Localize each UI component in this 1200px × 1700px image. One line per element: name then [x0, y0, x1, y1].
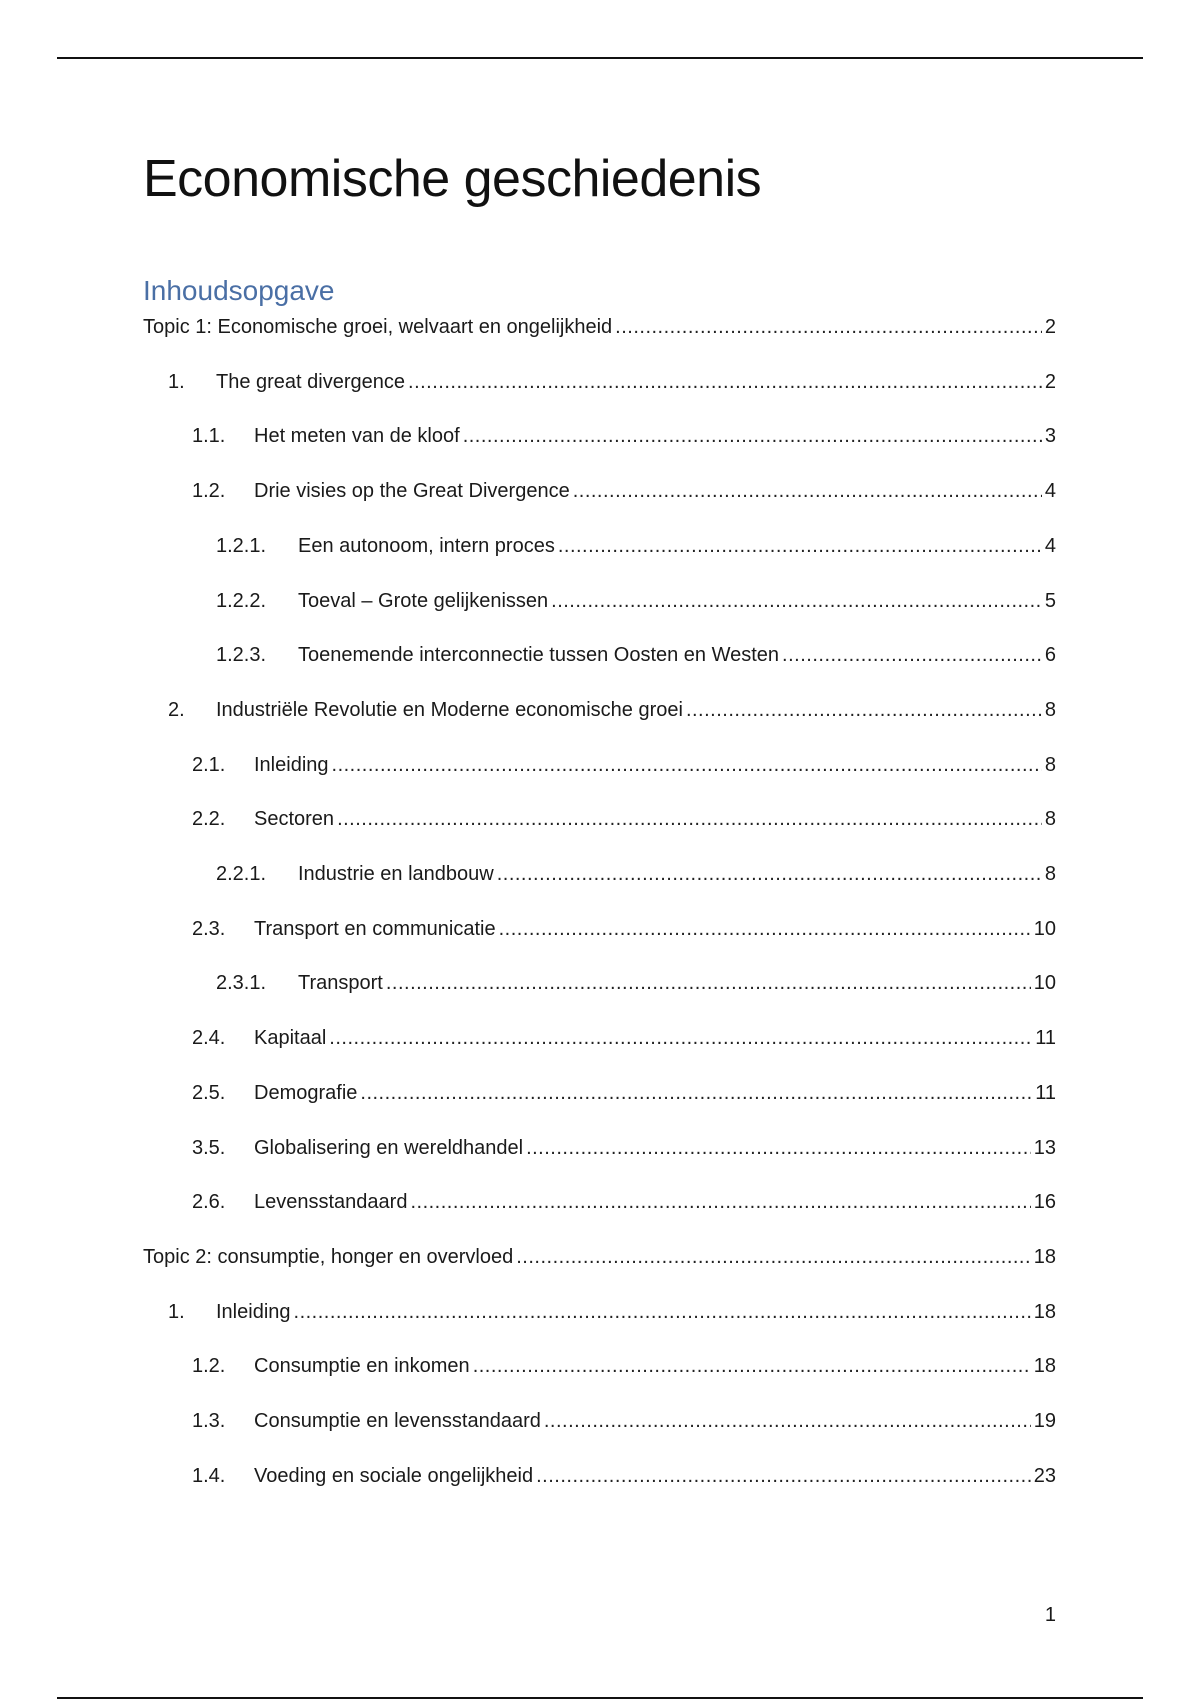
toc-entry-row — [216, 367, 1056, 397]
toc-entry-page: 16 — [1033, 1191, 1056, 1213]
toc-entry-title: Transport — [298, 972, 383, 994]
toc-heading: Inhoudsopgave — [143, 275, 335, 306]
toc-entry[interactable] — [0, 312, 1200, 342]
toc-entry[interactable] — [0, 367, 1200, 397]
toc-entry-title: Industriële Revolutie en Moderne economische groei — [216, 699, 683, 721]
toc-entry-row — [254, 421, 1056, 451]
toc-entry-number: 2. — [168, 699, 185, 721]
toc-entry[interactable] — [0, 421, 1200, 451]
document-title: Economische geschiedenis — [143, 150, 762, 208]
toc-entry-page: 2 — [1044, 316, 1056, 338]
toc-entry-page: 8 — [1044, 699, 1056, 721]
toc-entry-title: Topic 2: consumptie, honger en overvloed — [143, 1246, 514, 1268]
toc-entry-row — [298, 640, 1056, 670]
toc-entry-row — [254, 1023, 1056, 1053]
dot-leader — [408, 367, 1042, 397]
toc-entry-number: 1. — [168, 371, 185, 393]
toc-entry-number: 2.5. — [192, 1082, 226, 1104]
toc-entry[interactable] — [0, 968, 1200, 998]
toc-entry-number: 1.4. — [192, 1465, 226, 1487]
toc-entry[interactable] — [0, 1461, 1200, 1491]
toc-entry-title: Toeval – Grote gelijkenissen — [298, 590, 549, 612]
toc-entry-page: 11 — [1035, 1027, 1056, 1049]
toc-entry-row — [254, 804, 1056, 834]
toc-entry-row — [216, 1297, 1056, 1327]
toc-entry-row — [298, 531, 1056, 561]
toc-entry[interactable] — [0, 1133, 1200, 1163]
dot-leader — [332, 750, 1042, 780]
toc-entry[interactable] — [0, 914, 1200, 944]
dot-leader — [551, 586, 1042, 616]
toc-entry-number: 1.2.2. — [216, 590, 267, 612]
toc-entry-title: Inleiding — [254, 754, 329, 776]
toc-entry-title: Levensstandaard — [254, 1191, 408, 1213]
toc-entry-row — [298, 586, 1056, 616]
toc-entry-row — [254, 1078, 1056, 1108]
toc-entry-row — [143, 1242, 1056, 1272]
dot-leader — [473, 1351, 1031, 1381]
toc-entry-title: Een autonoom, intern proces — [298, 535, 555, 557]
toc-entry-number: 2.4. — [192, 1027, 226, 1049]
dot-leader — [526, 1133, 1031, 1163]
toc-entry[interactable] — [0, 1023, 1200, 1053]
toc-entry-page: 18 — [1033, 1355, 1056, 1377]
toc-entry[interactable] — [0, 859, 1200, 889]
toc-entry-title: Consumptie en inkomen — [254, 1355, 470, 1377]
toc-entry-row — [216, 695, 1056, 725]
toc-entry-page: 13 — [1033, 1137, 1056, 1159]
toc-entry-page: 18 — [1033, 1301, 1056, 1323]
toc-entry-page: 6 — [1044, 644, 1056, 666]
toc-entry-row — [254, 1187, 1056, 1217]
toc-entry-title: Drie visies op the Great Divergence — [254, 480, 570, 502]
dot-leader — [410, 1187, 1030, 1217]
dot-leader — [294, 1297, 1031, 1327]
toc-entry-title: Voeding en sociale ongelijkheid — [254, 1465, 534, 1487]
toc-entry-number: 1.2. — [192, 1355, 226, 1377]
toc-entry-row — [254, 914, 1056, 944]
toc-entry[interactable] — [0, 586, 1200, 616]
toc-entry[interactable] — [0, 695, 1200, 725]
toc-entry-row — [254, 476, 1056, 506]
toc-entry-row — [254, 750, 1056, 780]
toc-entry-page: 8 — [1044, 863, 1056, 885]
toc-entry-page: 8 — [1044, 808, 1056, 830]
toc-entry-row — [298, 968, 1056, 998]
toc-entry-number: 1.2. — [192, 480, 226, 502]
toc-entry-title: Sectoren — [254, 808, 335, 830]
footer-rule — [57, 1697, 1143, 1699]
toc-entry-page: 4 — [1044, 480, 1056, 502]
toc-entry-row — [254, 1133, 1056, 1163]
toc-entry-title: The great divergence — [216, 371, 406, 393]
toc-entry-page: 11 — [1035, 1082, 1056, 1104]
toc-entry-title: Kapitaal — [254, 1027, 327, 1049]
dot-leader — [386, 968, 1031, 998]
toc-entry-title: Toenemende interconnectie tussen Oosten en Westen — [298, 644, 780, 666]
toc-entry-page: 8 — [1044, 754, 1056, 776]
toc-entry-row — [254, 1406, 1056, 1436]
toc-entry-number: 3.5. — [192, 1137, 226, 1159]
toc-entry-page: 10 — [1033, 918, 1056, 940]
toc-entry-page: 4 — [1044, 535, 1056, 557]
toc-entry-number: 1.2.3. — [216, 644, 267, 666]
toc-entry[interactable] — [0, 1406, 1200, 1436]
toc-entry-title: Topic 1: Economische groei, welvaart en ongelijkheid — [143, 316, 613, 338]
toc-entry-page: 19 — [1033, 1410, 1056, 1432]
toc-entry-number: 1.1. — [192, 425, 226, 447]
dot-leader — [573, 476, 1042, 506]
toc-entry-title: Globalisering en wereldhandel — [254, 1137, 524, 1159]
toc-entry[interactable] — [0, 1297, 1200, 1327]
dot-leader — [544, 1406, 1031, 1436]
toc-entry[interactable] — [0, 531, 1200, 561]
toc-entry-number: 1.3. — [192, 1410, 226, 1432]
toc-entry-row — [254, 1351, 1056, 1381]
dot-leader — [360, 1078, 1032, 1108]
toc-entry-title: Inleiding — [216, 1301, 291, 1323]
toc-entry-page: 5 — [1044, 590, 1056, 612]
toc-entry-page: 18 — [1033, 1246, 1056, 1268]
toc-entry-number: 2.3. — [192, 918, 226, 940]
toc-entry[interactable] — [0, 476, 1200, 506]
toc-entry-page: 23 — [1033, 1465, 1056, 1487]
toc-entry[interactable] — [0, 1351, 1200, 1381]
dot-leader — [782, 640, 1042, 670]
dot-leader — [499, 914, 1031, 944]
toc-entry-row — [143, 312, 1056, 342]
toc-entry-title: Transport en communicatie — [254, 918, 496, 940]
toc-entry-row — [254, 1461, 1056, 1491]
toc-entry[interactable] — [0, 1242, 1200, 1272]
toc-entry-number: 2.2. — [192, 808, 226, 830]
toc-entry[interactable] — [0, 1078, 1200, 1108]
toc-entry-row — [298, 859, 1056, 889]
toc-entry-page: 2 — [1044, 371, 1056, 393]
toc-entry-number: 1.2.1. — [216, 535, 267, 557]
toc-entry-number: 2.6. — [192, 1191, 226, 1213]
dot-leader — [337, 804, 1042, 834]
toc-entry[interactable] — [0, 750, 1200, 780]
toc-entry-number: 2.2.1. — [216, 863, 267, 885]
toc-entry-number: 2.3.1. — [216, 972, 267, 994]
dot-leader — [558, 531, 1042, 561]
toc-entry[interactable] — [0, 804, 1200, 834]
toc-entry-title: Demografie — [254, 1082, 358, 1104]
dot-leader — [516, 1242, 1031, 1272]
dot-leader — [615, 312, 1042, 342]
dot-leader — [686, 695, 1042, 725]
toc-entry-page: 3 — [1044, 425, 1056, 447]
dot-leader — [536, 1461, 1031, 1491]
page-number: 1 — [1044, 1604, 1056, 1626]
toc-entry-title: Industrie en landbouw — [298, 863, 494, 885]
toc-entry-page: 10 — [1033, 972, 1056, 994]
toc-entry[interactable] — [0, 640, 1200, 670]
toc-entry-number: 2.1. — [192, 754, 226, 776]
toc-entry[interactable] — [0, 1187, 1200, 1217]
dot-leader — [463, 421, 1042, 451]
dot-leader — [497, 859, 1042, 889]
toc-entry-number: 1. — [168, 1301, 185, 1323]
dot-leader — [329, 1023, 1032, 1053]
toc-entry-title: Consumptie en levensstandaard — [254, 1410, 541, 1432]
toc-entry-title: Het meten van de kloof — [254, 425, 460, 447]
